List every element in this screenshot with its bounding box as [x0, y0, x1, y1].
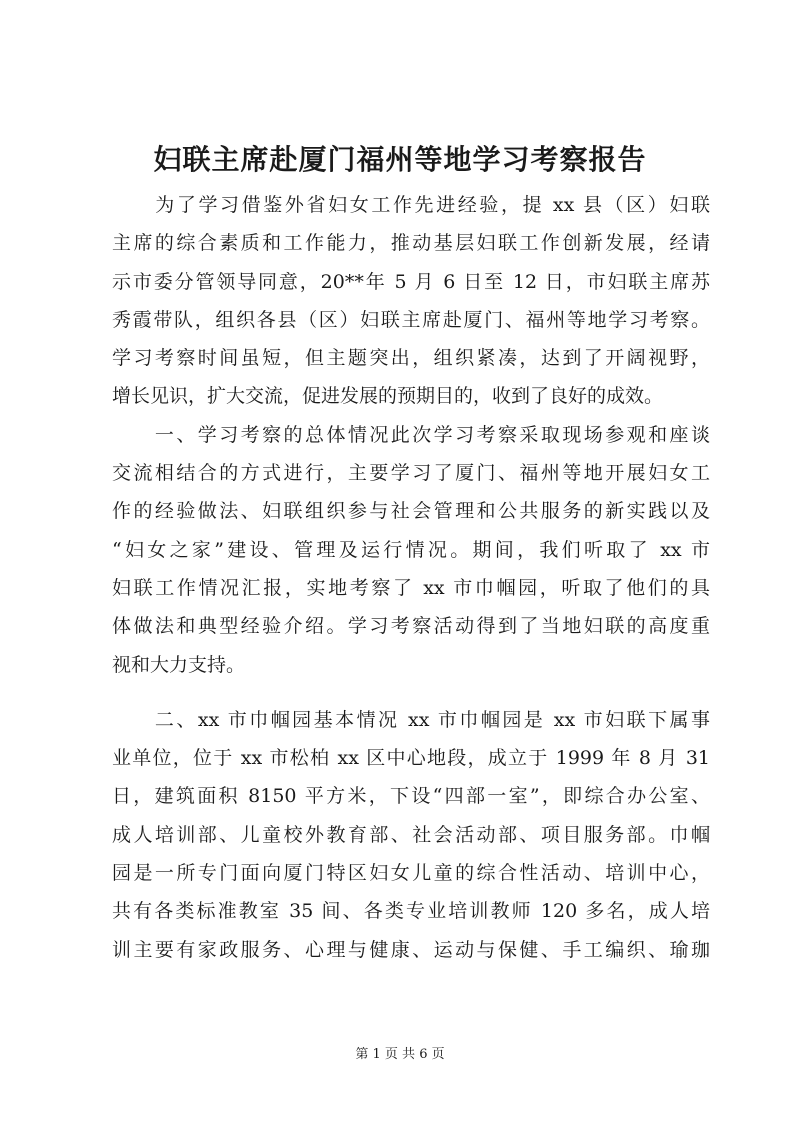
text-line: 妇联工作情况汇报，实地考察了 xx 市巾帼园，听取了他们的具	[112, 576, 710, 599]
text-line: 成人培训部、儿童校外教育部、社会活动部、项目服务部。巾帼	[112, 823, 710, 846]
text-line: 视和大力支持。	[112, 653, 246, 676]
text-line: 主席的综合素质和工作能力，推动基层妇联工作创新发展，经请	[112, 232, 710, 255]
paragraph-gap	[112, 684, 710, 701]
text-line: “妇女之家”建设、管理及运行情况。期间，我们听取了 xx 市	[112, 538, 710, 561]
text-line: 交流相结合的方式进行，主要学习了厦门、福州等地开展妇女工	[112, 462, 710, 485]
paragraph	[112, 416, 710, 684]
text-line: 示市委分管领导同意，20**年 5 月 6 日至 12 日，市妇联主席苏	[112, 270, 710, 293]
text-line: 秀霞带队，组织各县（区）妇联主席赴厦门、福州等地学习考察。	[112, 308, 710, 331]
text-line: 一、学习考察的总体情况此次学习考察采取现场参观和座谈	[112, 423, 710, 446]
text-line: 共有各类标准教室 35 间、各类专业培训教师 120 多名，成人培	[112, 900, 710, 923]
text-line: 作的经验做法、妇联组织参与社会管理和公共服务的新实践以及	[112, 500, 710, 523]
text-line: 业单位，位于 xx 市松柏 xx 区中心地段，成立于 1999 年 8 月 31	[112, 747, 710, 770]
paragraph	[112, 701, 710, 969]
document-title: 妇联主席赴厦门福州等地学习考察报告	[153, 143, 647, 176]
text-line: 二、xx 市巾帼园基本情况 xx 市巾帼园是 xx 市妇联下属事	[112, 708, 710, 731]
text-line: 体做法和典型经验介绍。学习考察活动得到了当地妇联的高度重	[112, 615, 710, 638]
document-body	[112, 186, 710, 969]
text-line: 学习考察时间虽短，但主题突出，组织紧凑，达到了开阔视野，	[112, 347, 710, 370]
text-line: 增长见识，扩大交流，促进发展的预期目的，收到了良好的成效。	[112, 385, 664, 408]
text-line: 日，建筑面积 8150 平方米，下设“四部一室”，即综合办公室、	[112, 785, 710, 808]
text-line: 为了学习借鉴外省妇女工作先进经验，提 xx 县（区）妇联	[112, 194, 710, 216]
text-line: 训主要有家政服务、心理与健康、运动与保健、手工编织、瑜珈	[112, 938, 710, 961]
page-footer: 第 1 页 共 6 页	[355, 1047, 445, 1062]
paragraph	[112, 186, 710, 416]
text-line: 园是一所专门面向厦门特区妇女儿童的综合性活动、培训中心，	[112, 862, 710, 885]
